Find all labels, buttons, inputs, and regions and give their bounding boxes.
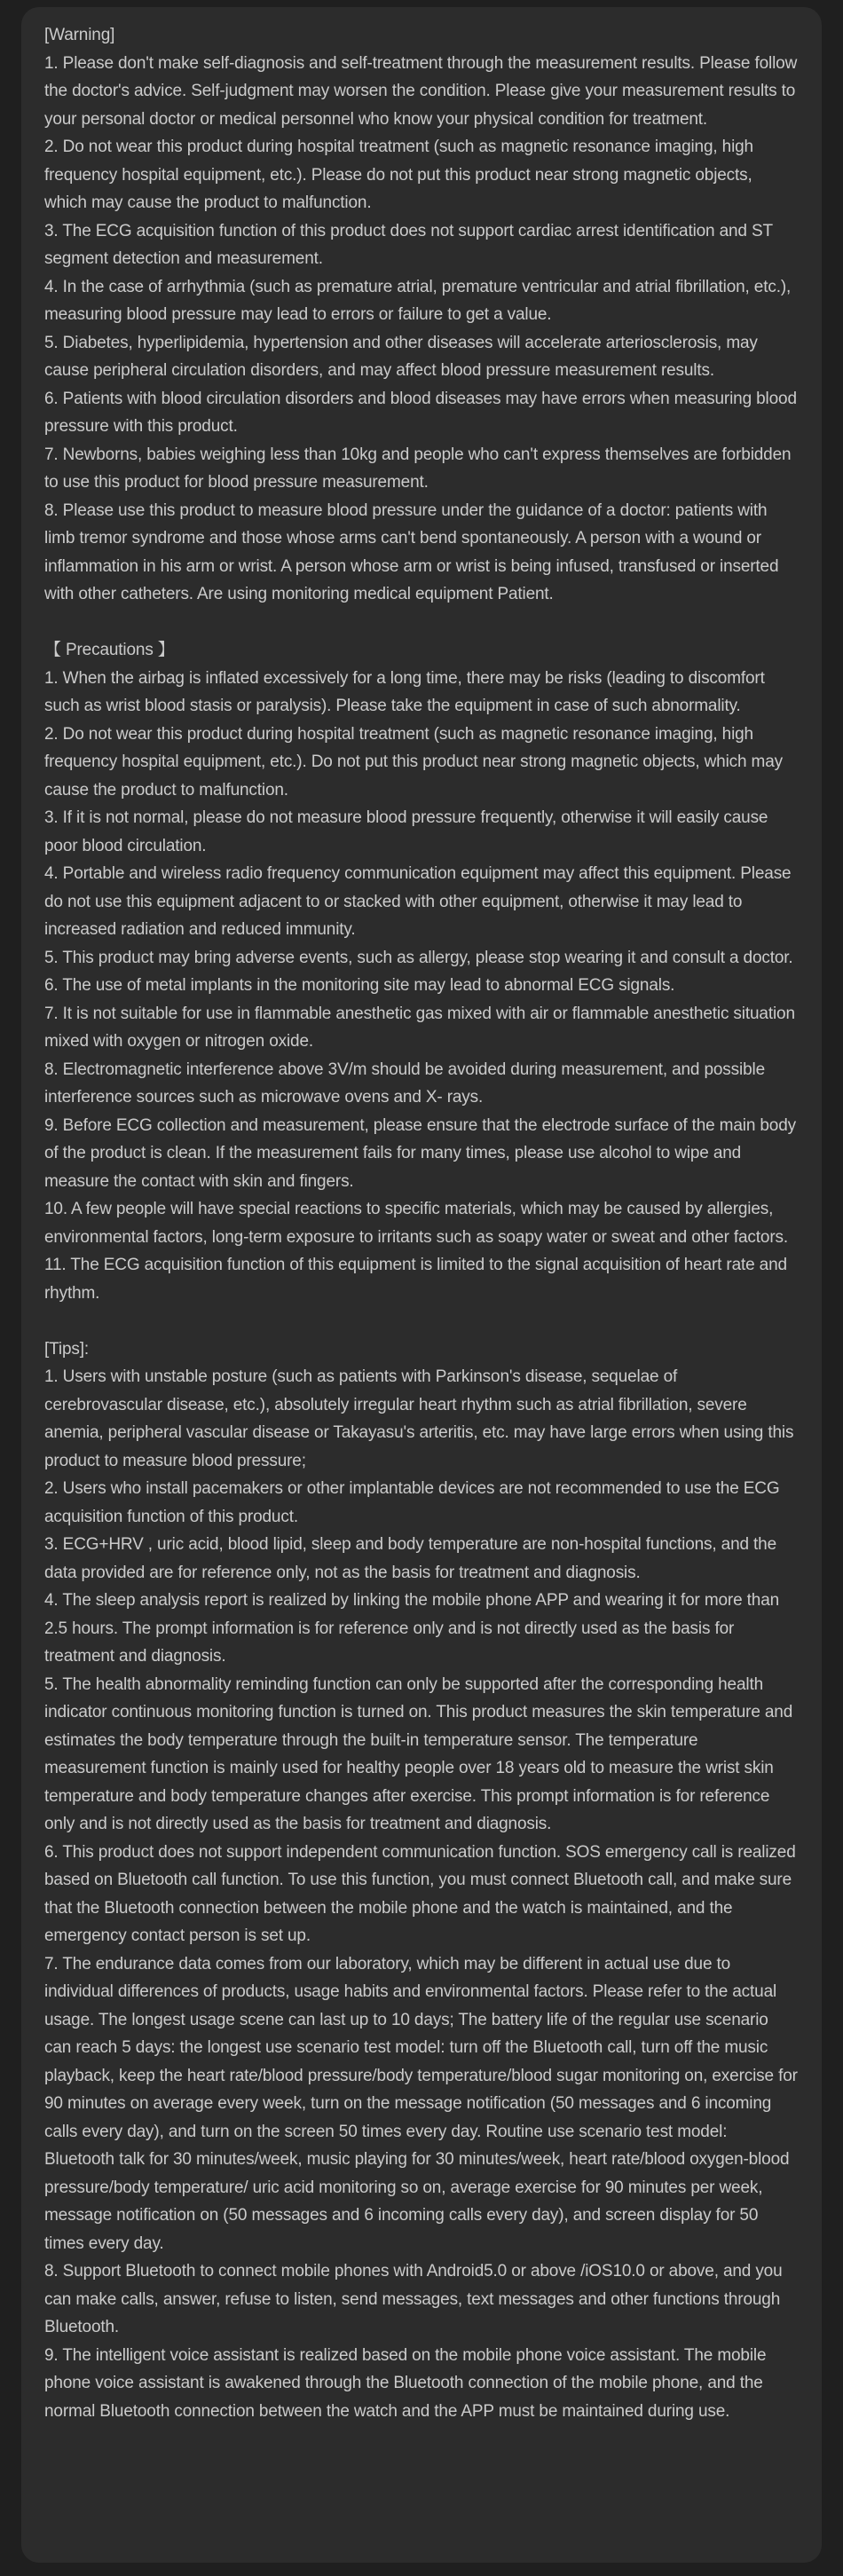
warning-item-8: 8. Please use this product to measure blood pressure under the guidance of a doctor: patients with limb tremor syndrome and those whose arms can't bend spontaneously. A person with a wound or inflammation in his arm or wrist. A person whose arm or wrist is being infused, transfused or inserted with other catheters. Are using monitoring medical equipment Patient.: [44, 500, 779, 603]
warning-item-2: 2. Do not wear this product during hospital treatment (such as magnetic resonance imaging, high frequency hospital equipment, etc.). Please do not put this product near strong magnetic objects, which may cause the product to malfunction.: [44, 138, 753, 212]
tips-section: [44, 1335, 799, 2426]
tip-item-6: 6. This product does not support independent communication function. SOS emergency call is realized based on Bluetooth call function. To use this function, you must connect Bluetooth call, and make sure that the Bluetooth connection between the mobile phone and the watch is maintained, and the emergency contact person is set up.: [44, 1842, 796, 1945]
tip-item-2: 2. Users who install pacemakers or other implantable devices are not recommended to use the ECG acquisition function of this product.: [44, 1479, 780, 1526]
tip-item-7: 7. The endurance data comes from our laboratory, which may be different in actual use due to individual differences of products, usage habits and environmental factors. Please refer to the actual usage. The longest usage scene can last up to 10 days; The battery life of the regular use scenario can reach 5 days: the longest use scenario test model: turn off the Bluetooth call, turn off the music playback, keep the heart rate/blood pressure/body temperature/blood sugar monitoring on, exercise for 90 minutes on average every week, turn on the message notification (50 messages and 6 incoming calls every day), and turn on the screen 50 times every day. Routine use scenario test model: Bluetooth talk for 30 minutes/week, music playing for 30 minutes/week, heart rate/blood oxygen-blood pressure/body temperature/ uric acid monitoring so on, average exercise for 90 minutes per week, message notification on (50 messages and 6 incoming calls every day), and screen display for 50 times every day.: [44, 1954, 798, 2253]
tip-item-4: 4. The sleep analysis report is realized by linking the mobile phone APP and wearing it for more than 2.5 hours. The prompt information is for reference only and is not directly used as the basis for treatment and diagnosis.: [44, 1591, 780, 1666]
tip-item-8: 8. Support Bluetooth to connect mobile phones with Android5.0 or above /iOS10.0 or above, and you can make calls, answer, refuse to listen, send messages, text messages and other functions through Bluetooth.: [44, 2262, 783, 2336]
warning-section: [44, 21, 799, 609]
tip-item-5: 5. The health abnormality reminding function can only be supported after the corresponding health indicator continuous monitoring function is turned on. This product measures the skin temperature and estimates the body temperature through the built-in temperature sensor. The temperature measurement function is mainly used for healthy people over 18 years old to measure the wrist skin temperature and body temperature changes after exercise. This prompt information is for reference only and is not directly used as the basis for treatment and diagnosis.: [44, 1674, 793, 1833]
precaution-item-3: 3. If it is not normal, please do not measure blood pressure frequently, otherwise it will easily cause poor blood circulation.: [44, 808, 768, 855]
precaution-item-9: 9. Before ECG collection and measurement, please ensure that the electrode surface of the main body of the product is clean. If the measurement fails for many times, please use alcohol to wipe and measure the contact with skin and fingers.: [44, 1115, 796, 1191]
precaution-item-6: 6. The use of metal implants in the monitoring site may lead to abnormal ECG signals.: [44, 976, 675, 995]
precautions-heading: 【 Precautions 】: [44, 641, 175, 659]
precaution-item-2: 2. Do not wear this product during hospital treatment (such as magnetic resonance imaging, high frequency hospital equipment, etc.). Do not put this product near strong magnetic objects, which may cause the product to malfunction.: [44, 724, 784, 800]
precautions-section: [44, 636, 799, 1307]
precaution-item-10: 10. A few people will have special reactions to specific materials, which may be caused by allergies, environmental factors, long-term exposure to irritants such as soapy water or sweat and other factors.: [44, 1200, 788, 1247]
notice-panel: [21, 7, 822, 2563]
warning-heading: [Warning]: [44, 26, 115, 44]
precaution-item-11: 11. The ECG acquisition function of this equipment is limited to the signal acquisition of heart rate and rhythm.: [44, 1256, 787, 1303]
warning-item-5: 5. Diabetes, hyperlipidemia, hypertension and other diseases will accelerate arteriosclerosis, may cause peripheral circulation disorders, and may affect blood pressure measurement results.: [44, 333, 758, 380]
warning-item-6: 6. Patients with blood circulation disorders and blood diseases may have errors when measuring blood pressure with this product.: [44, 389, 797, 436]
precaution-item-8: 8. Electromagnetic interference above 3V/m should be avoided during measurement, and possible interference sources such as microwave ovens and X- rays.: [44, 1060, 765, 1107]
precaution-item-7: 7. It is not suitable for use in flammable anesthetic gas mixed with air or flammable anesthetic situation mixed with oxygen or nitrogen oxide.: [44, 1004, 795, 1051]
precaution-item-4: 4. Portable and wireless radio frequency communication equipment may affect this equipment. Please do not use this equipment adjacent to or stacked with other equipment, otherwise it may lead to increased radiation and reduced immunity.: [44, 864, 792, 939]
tip-item-9: 9. The intelligent voice assistant is realized based on the mobile phone voice assistant. The mobile phone voice assistant is awakened through the Bluetooth connection of the mobile phone, and the normal Bluetooth connection between the watch and the APP must be maintained during use.: [44, 2345, 767, 2421]
precaution-item-1: 1. When the airbag is inflated excessively for a long time, there may be risks (leading to discomfort such as wrist blood stasis or paralysis). Please take the equipment in case of such abnormality.: [44, 668, 765, 715]
warning-item-3: 3. The ECG acquisition function of this product does not support cardiac arrest identification and ST segment detection and measurement.: [44, 221, 773, 268]
tips-heading: [Tips]:: [44, 1339, 89, 1359]
tip-item-1: 1. Users with unstable posture (such as patients with Parkinson's disease, sequelae of cerebrovascular disease, etc.), absolutely irregular heart rhythm such as atrial fibrillation, severe anemia, peripheral vascular disease or Takayasu's arteritis, etc. may have large errors when using this product to measure blood pressure;: [44, 1367, 794, 1470]
warning-item-1: 1. Please don't make self-diagnosis and self-treatment through the measurement results. Please follow the doctor's advice. Self-judgment may worsen the condition. Please give your measurement results to your personal doctor or medical personnel who know your physical condition for treatment.: [44, 53, 798, 129]
precaution-item-5: 5. This product may bring adverse events, such as allergy, please stop wearing it and consult a doctor.: [44, 948, 793, 967]
tip-item-3: 3. ECG+HRV , uric acid, blood lipid, sleep and body temperature are non-hospital functions, and the data provided are for reference only, not as the basis for treatment and diagnosis.: [44, 1535, 776, 1582]
warning-item-4: 4. In the case of arrhythmia (such as premature atrial, premature ventricular and atrial fibrillation, etc.), measuring blood pressure may lead to errors or failure to get a value.: [44, 277, 792, 324]
warning-item-7: 7. Newborns, babies weighing less than 10kg and people who can't express themselves are forbidden to use this product for blood pressure measurement.: [44, 445, 792, 492]
